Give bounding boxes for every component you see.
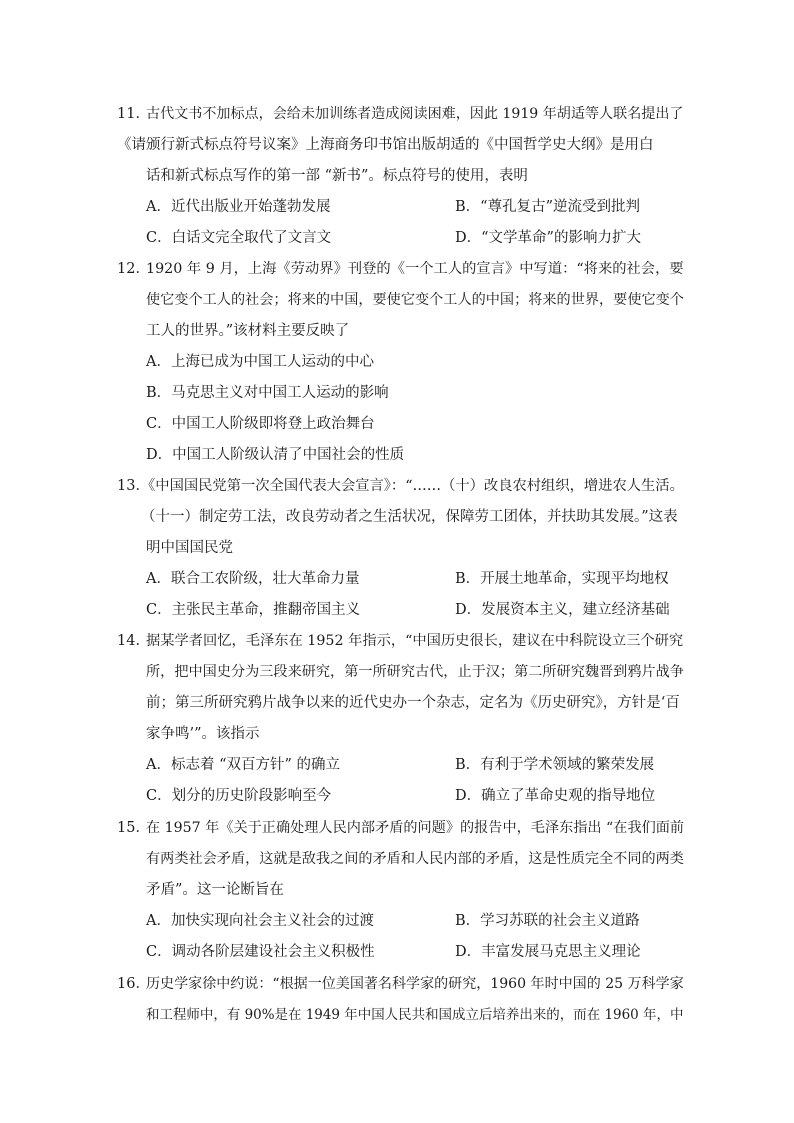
option-b: B．开展土地革命，实现平均地权 <box>455 571 669 587</box>
question-stem-line: 据某学者回忆，毛泽东在 1952 年指示，“中国历史很长，建议在中科院设立三个研究 <box>146 633 684 649</box>
question-stem-line: 《中国国民党第一次全国代表大会宣言》：“……（十）改良农村组织，增进农人生活。 <box>141 478 684 494</box>
option-c: C．调动各阶层建设社会主义积极性 <box>146 944 375 960</box>
option-d: D．中国工人阶级认清了中国社会的性质 <box>146 447 405 463</box>
question-number: 12． <box>117 261 150 277</box>
question-number: 16． <box>117 976 150 992</box>
option-a: A．近代出版业开始蓬勃发展 <box>146 199 331 215</box>
option-c: C．中国工人阶级即将登上政治舞台 <box>146 416 375 432</box>
option-d: D．丰富发展马克思主义理论 <box>455 944 641 960</box>
option-b: B．“尊孔复古”逆流受到批判 <box>455 199 640 215</box>
question-number: 13． <box>117 478 150 494</box>
question-number: 11． <box>117 106 150 122</box>
question-stem-line: 矛盾”。这一论断旨在 <box>146 882 284 898</box>
question-stem-line: 工人的世界。”该材料主要反映了 <box>146 323 350 339</box>
option-b: B．有利于学术领域的繁荣发展 <box>455 757 655 773</box>
question-stem-line: 明中国国民党 <box>146 540 233 556</box>
option-d: D．“文学革命”的影响力扩大 <box>455 230 641 246</box>
option-a: A．标志着 “双百方针” 的确立 <box>146 757 341 773</box>
question-stem-line: 使它变个工人的社会；将来的中国，要使它变个工人的中国；将来的世界，要使它变个 <box>146 292 684 308</box>
question-stem-line: 古代文书不加标点，会给未加训练者造成阅读困难，因此 1919 年胡适等人联名提出了 <box>146 106 684 122</box>
option-b: B．马克思主义对中国工人运动的影响 <box>146 385 389 401</box>
question-stem-line: 家争鸣’”。该指示 <box>146 726 260 742</box>
question-number: 15． <box>117 820 150 836</box>
question-stem-line: 有两类社会矛盾，这就是敌我之间的矛盾和人民内部的矛盾，这是性质完全不同的两类 <box>146 851 684 867</box>
question-number: 14． <box>117 633 150 649</box>
question-stem-line: 在 1957 年《关于正确处理人民内部矛盾的问题》的报告中，毛泽东指出 “在我们面前 <box>146 820 685 836</box>
question-stem-line: 前；第三所研究鸦片战争以来的近代史办一个杂志，定名为《历史研究》，方针是‘百 <box>146 695 680 711</box>
option-a: A．加快实现向社会主义社会的过渡 <box>146 913 374 929</box>
option-d: D．发展资本主义，建立经济基础 <box>455 602 670 618</box>
question-stem-line: 历史学家徐中约说：“根据一位美国著名科学家的研究，1960 年时中国的 25 万科学家 <box>146 976 684 992</box>
option-c: C．主张民主革命，推翻帝国主义 <box>146 602 361 618</box>
option-d: D．确立了革命史观的指导地位 <box>455 788 656 804</box>
option-c: C．划分的历史阶段影响至今 <box>146 788 332 804</box>
question-stem-line: 和工程师中，有 90%是在 1949 年中国人民共和国成立后培养出来的，而在 1960 年，中 <box>146 1007 684 1023</box>
question-stem-line: 1920 年 9 月，上海《劳动界》刊登的《一个工人的宣言》中写道：“将来的社会，要 <box>146 261 684 277</box>
question-stem-line: （十一）制定劳工法，改良劳动者之生活状况，保障劳工团体，并扶助其发展。”这表 <box>141 509 678 525</box>
question-stem-line: 所，把中国史分为三段来研究，第一所研究古代，止于汉；第二所研究魏晋到鸦片战争 <box>146 664 684 680</box>
option-a: A．联合工农阶级，壮大革命力量 <box>146 571 360 587</box>
option-a: A．上海已成为中国工人运动的中心 <box>146 354 374 370</box>
option-b: B．学习苏联的社会主义道路 <box>455 913 640 929</box>
question-stem-line: 《请颁行新式标点符号议案》上海商务印书馆出版胡适的《中国哲学史大纲》是用白 <box>117 137 654 153</box>
option-c: C．白话文完全取代了文言文 <box>146 230 332 246</box>
question-stem-line: 话和新式标点写作的第一部 “新书”。标点符号的使用，表明 <box>146 168 528 184</box>
